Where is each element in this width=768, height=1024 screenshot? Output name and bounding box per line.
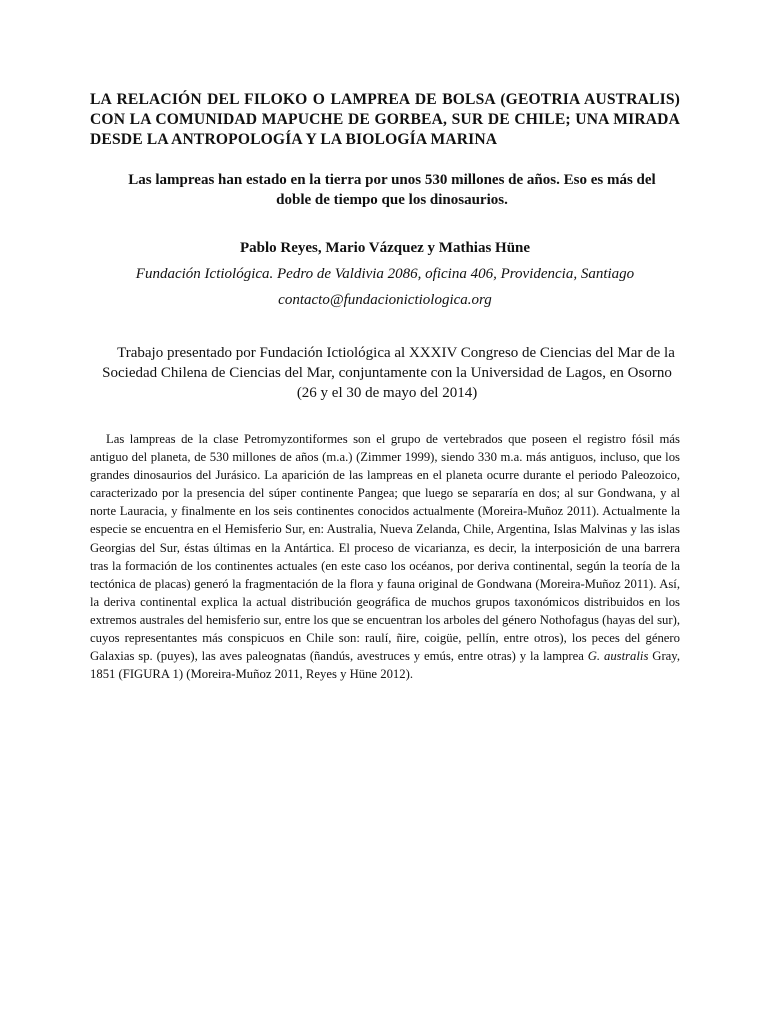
body-text-part2: Gray, 1851 (FIGURA 1) (Moreira-Muñoz 2011, Reyes y Hüne 2012). xyxy=(90,649,680,682)
body-paragraph xyxy=(90,430,680,683)
congress-note-text: Trabajo presentado por Fundación Ictiológica al XXXIV Congreso de Ciencias del Mar de la Sociedad Chilena de Ciencias del Mar, conjuntamente con la Universidad de Lagos, en Osorno (26 y el 30 de mayo del 2014) xyxy=(102,345,675,401)
authors-line: Pablo Reyes, Mario Vázquez y Mathias Hüne xyxy=(239,240,531,256)
affiliation-line: Fundación Ictiológica. Pedro de Valdivia 2086, oficina 406, Providencia, Santiago xyxy=(135,266,635,282)
body-text-part1: Las lampreas de la clase Petromyzontiformes son el grupo de vertebrados que poseen el registro fósil más antiguo del planeta, de 530 millones de años (m.a.) (Zimmer 1999), siendo 330 m.a. más antiguos, incluso, que los grandes dinosaurios del Jurásico. La aparición de las lampreas en el planeta ocurre durante el periodo Paleozoico, caracterizado por la presencia del súper continente Pangea; que luego se separaría en dos; al sur Gondwana, y al norte Lauracia, y finalmente en los seis continentes conocidos actualmente (Moreira-Muñoz 2011). Actualmente la especie se encuentra en el Hemisferio Sur, en: Australia, Nueva Zelanda, Chile, Argentina, Islas Malvinas y las islas Georgias del Sur, éstas últimas en la Antártica. El proceso de vicarianza, es decir, la interposición de una barrera tras la formación de los continentes actuales (en este caso los océanos, por deriva continental, según la teoría de la tectónica de placas) generó la fragmentación de la flora y fauna original de Gondwana (Moreira-Muñoz 2011). Así, la deriva continental explica la actual distribución geográfica de muchos grupos taxonómicos distribuidos en los extremos australes del hemisferio sur, entre los que se encuentran los arboles del género Nothofagus (hayas del sur), cuyos representantes más conspicuos en Chile son: raulí, ñire, coigüe, pellín, entre otros), los peces del género Galaxias sp. (puyes), las aves paleognatas (ñandús, avestruces y emús, entre otras) y la lamprea xyxy=(90,432,680,664)
document-subtitle: Las lampreas han estado en la tierra por unos 530 millones de años. Eso es más del doble de tiempo que los dinosaurios. xyxy=(128,172,656,208)
contact-email: contacto@fundacionictiologica.org xyxy=(278,292,492,308)
document-title: LA RELACIÓN DEL FILOKO O LAMPREA DE BOLSA (GEOTRIA AUSTRALIS) CON LA COMUNIDAD MAPUCHE DE GORBEA, SUR DE CHILE; UNA MIRADA DESDE LA ANTROPOLOGÍA Y LA BIOLOGÍA MARINA xyxy=(90,91,680,148)
species-name: G. australis xyxy=(587,649,649,664)
congress-note xyxy=(92,343,682,403)
